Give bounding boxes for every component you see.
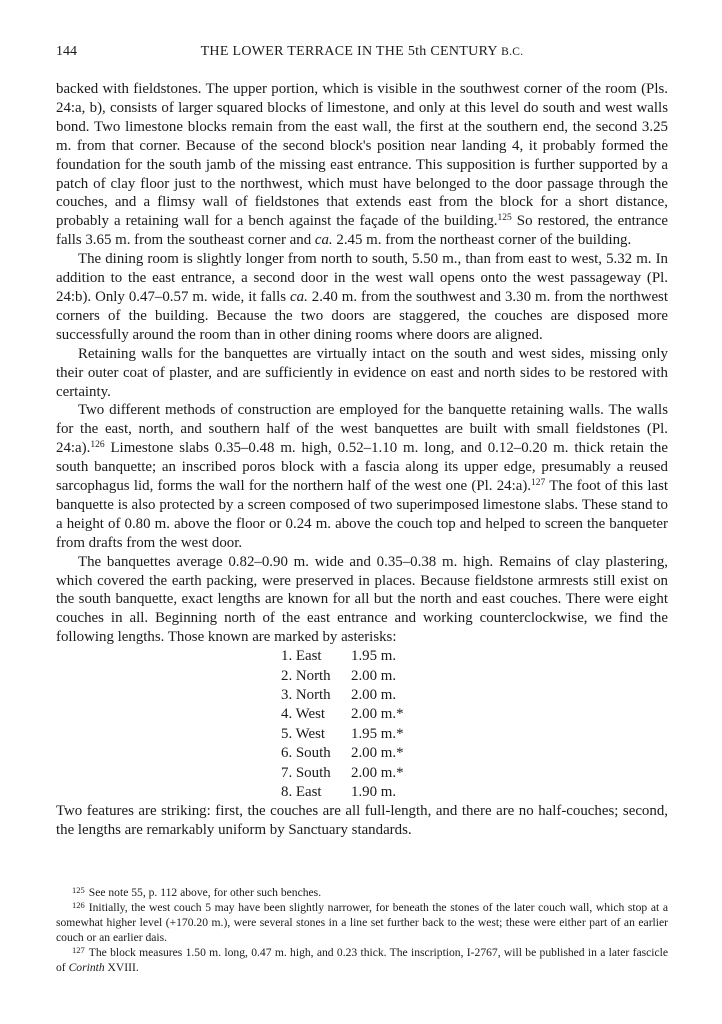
couch-length: 2.00 m. (351, 687, 397, 703)
running-head-small-caps: B.C. (501, 46, 524, 58)
paragraph-4-text-b: Limestone slabs 0.35–0.48 m. high, 0.52–1.10 m. long, and 0.12–0.20 m. thick retain the south banquette; an inscribed poros block with a fascia along its upper edge, presumably a reused sarcophagus lid, forms the wall for the northern half of the west one (Pl. 24:a). (56, 440, 668, 495)
footnote-number: 127 (72, 945, 85, 956)
list-item (281, 647, 668, 666)
paragraph-1 (56, 80, 668, 250)
list-item (281, 725, 668, 744)
list-item (281, 705, 668, 724)
couch-length: 2.00 m. (351, 667, 397, 684)
list-item (281, 744, 668, 763)
couch-length-list (281, 647, 668, 802)
footnote-text: See note 55, p. 112 above, for other such benches. (88, 886, 322, 899)
page-header (56, 36, 668, 62)
couch-length: 2.00 m.* (351, 706, 404, 723)
footnotes (56, 885, 668, 976)
paragraph-2 (56, 250, 668, 345)
running-head-main: THE LOWER TERRACE IN THE 5th CENTURY (200, 44, 502, 59)
body-text (56, 80, 668, 840)
list-item (281, 686, 668, 705)
footnote-125 (56, 885, 668, 900)
footnote-text: The block measures 1.50 m. long, 0.47 m. high, and 0.23 thick. The inscription, I-2767, will be published in a later fascicle of (56, 946, 668, 975)
paragraph-2-ca: ca. (290, 288, 308, 305)
couch-label: 5. West (281, 725, 326, 742)
paragraph-1-text-b: So restored, the entrance falls 3.65 m. from the southeast corner and (56, 213, 669, 249)
footnote-127 (56, 945, 668, 975)
paragraph-5: The banquettes average 0.82–0.90 m. wide and 0.35–0.38 m. high. Remains of clay plastering, which covered the earth packing, were preserved in places. Because fieldstone armrests still exist on the south banquette, exact lengths are known for all but the north and east couches. There were eight couches in all. Beginning north of the east entrance and working counterclockwise, we find the following lengths. Those known are marked by asterisks: (56, 553, 668, 646)
paragraph-2-text-b: 2.40 m. from the southwest and 3.30 m. from the northwest corners of the building. Because the two doors are staggered, the couches are disposed more successfully around the room than in other dining rooms where doors are aligned. (56, 288, 668, 343)
footnote-title: Corinth (68, 961, 105, 975)
paragraph-4-text-c: The foot of this last banquette is also protected by a screen composed of two superimposed limestone slabs. These stand to a height of 0.80 m. above the floor or 0.24 m. above the couch top and helped to screen the banqueter from drafts from the west door. (56, 478, 668, 551)
couch-label: 7. South (281, 764, 331, 781)
footnote-ref-125: 125 (497, 213, 512, 224)
list-item (281, 667, 668, 686)
list-item (281, 783, 668, 802)
couch-label: 3. North (281, 687, 331, 703)
paragraph-6: Two features are striking: first, the couches are all full-length, and there are no half-couches; second, the lengths are remarkably uniform by Sanctuary standards. (56, 803, 668, 839)
footnote-number: 125 (72, 885, 85, 895)
footnote-number: 126 (72, 900, 85, 911)
paragraph-4 (56, 401, 668, 552)
footnote-text-end: XVIII. (104, 961, 139, 975)
couch-label: 1. East (281, 648, 322, 665)
running-head (56, 44, 668, 60)
paragraph-1-text-a: backed with fieldstones. The upper portion, which is visible in the southwest corner of the room (Pls. 24:a, b), consists of larger squared blocks of limestone, and only at this level do south and west walls bond. Two limestone blocks remain from the east wall, the first at the southern end, the second 3.25 m. from that corner. Because of the second block's position near landing 4, it probably formed the foundation for the south jamb of the missing east entrance. This supposition is further supported by a patch of clay floor just to the northwest, which must have belonged to the door passage through the couches, and a flimsy wall of fieldstones that extends east from the block for a short distance, probably a retaining wall for a bench against the façade of the building. (56, 81, 668, 230)
paragraph-1-text-c: 2.45 m. from the northeast corner of the building. (332, 232, 632, 249)
footnote-text: Initially, the west couch 5 may have been slightly narrower, for beneath the stones of the later couch wall, which stop at a somewhat higher level (+170.20 m.), were several stones in a line set further back to the west; these were either part of an earlier couch or an earlier dais. (56, 901, 668, 945)
couch-label: 2. North (281, 667, 331, 684)
page (56, 36, 668, 840)
footnote-126 (56, 900, 668, 945)
footnote-ref-126: 126 (90, 440, 105, 451)
couch-label: 6. South (281, 745, 331, 762)
couch-label: 4. West (281, 706, 326, 723)
couch-length: 2.00 m.* (351, 745, 404, 762)
paragraph-1-ca: ca. (314, 232, 333, 249)
page-number: 144 (56, 44, 77, 59)
couch-length: 1.90 m. (351, 784, 397, 801)
couch-length: 1.95 m. (351, 648, 397, 665)
paragraph-4-text-a: Two different methods of construction are employed for the banquette retaining walls. The walls for the east, north, and southern half of the west banquettes are built with small fieldstones (Pl. 24:a). (56, 402, 668, 457)
list-item (281, 764, 668, 783)
couch-length: 1.95 m.* (351, 725, 404, 742)
couch-length: 2.00 m.* (351, 764, 404, 781)
paragraph-3: Retaining walls for the banquettes are virtually intact on the south and west sides, missing only their outer coat of plaster, and are sufficiently in evidence on east and north sides to be restored with certainty. (56, 345, 668, 400)
footnote-ref-127: 127 (531, 478, 546, 489)
paragraph-2-text-a: The dining room is slightly longer from north to south, 5.50 m., than from east to west, 5.32 m. In addition to the east entrance, a second door in the west wall opens onto the west passageway (Pl. 24:b). Only 0.47–0.57 m. wide, it falls (56, 251, 668, 305)
couch-label: 8. East (281, 784, 322, 801)
